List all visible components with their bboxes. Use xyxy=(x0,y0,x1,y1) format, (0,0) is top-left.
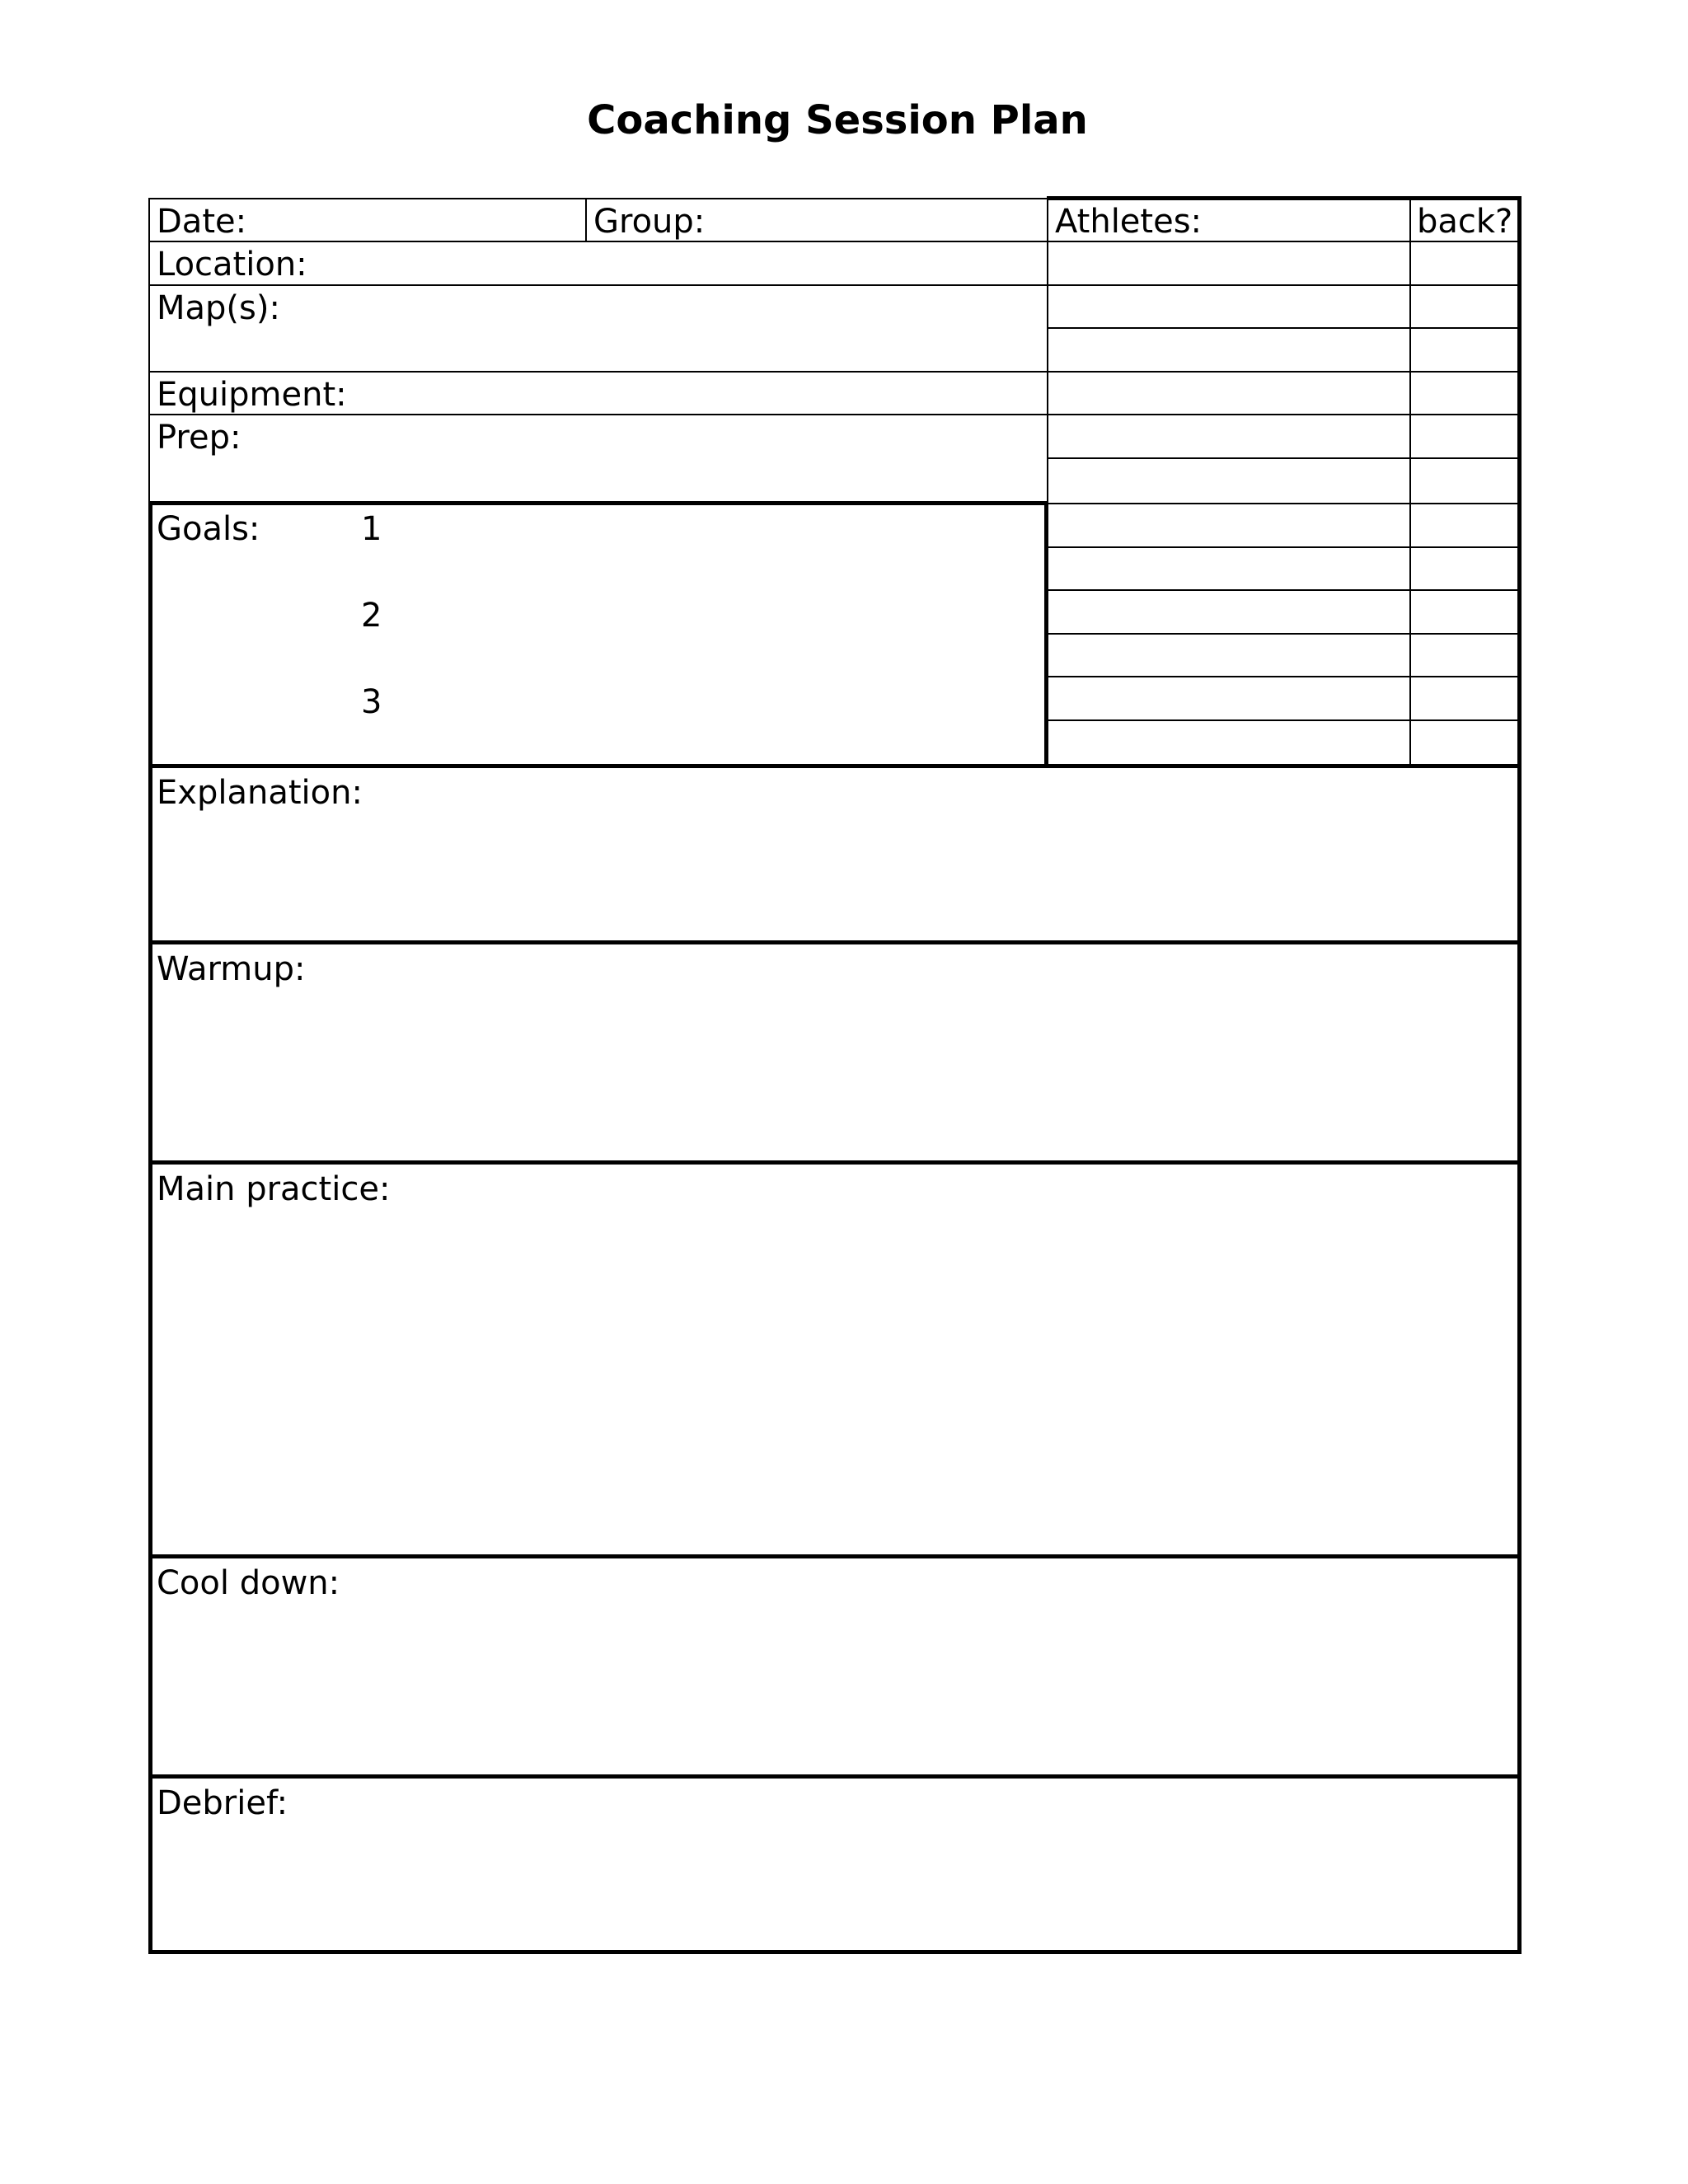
explanation-label: Explanation: xyxy=(157,774,363,812)
table-border xyxy=(1047,196,1522,200)
group-label: Group: xyxy=(593,203,706,241)
prep-field[interactable] xyxy=(150,415,1047,501)
goals-label: Goals: xyxy=(157,510,260,548)
maps-label: Map(s): xyxy=(157,289,280,327)
cool-down-label: Cool down: xyxy=(157,1564,340,1602)
cool-down-section[interactable] xyxy=(152,1558,1517,1774)
debrief-section[interactable] xyxy=(152,1779,1517,1950)
athlete-row[interactable] xyxy=(1048,677,1518,719)
athlete-row[interactable] xyxy=(1048,286,1518,327)
main-practice-section[interactable] xyxy=(152,1165,1517,1554)
equipment-label: Equipment: xyxy=(157,376,347,414)
athlete-row[interactable] xyxy=(1048,415,1518,457)
back-column-header: back? xyxy=(1417,203,1513,241)
warmup-label: Warmup: xyxy=(157,950,306,988)
date-label: Date: xyxy=(157,203,247,241)
main-practice-label: Main practice: xyxy=(157,1170,391,1208)
goals-field[interactable] xyxy=(152,505,1044,764)
athlete-row[interactable] xyxy=(1048,329,1518,371)
warmup-section[interactable] xyxy=(152,944,1517,1160)
goal-number: 2 xyxy=(361,597,382,635)
debrief-label: Debrief: xyxy=(157,1784,288,1822)
goal-number: 1 xyxy=(361,510,382,548)
table-border xyxy=(148,1950,1522,1954)
athletes-column-header: Athletes: xyxy=(1055,203,1203,241)
location-label: Location: xyxy=(157,246,307,284)
athlete-row[interactable] xyxy=(1048,548,1518,589)
maps-field[interactable] xyxy=(150,286,1047,371)
athlete-row[interactable] xyxy=(1048,242,1518,284)
goal-number: 3 xyxy=(361,683,382,721)
athlete-row[interactable] xyxy=(1048,635,1518,676)
athlete-row[interactable] xyxy=(1048,459,1518,503)
athlete-row[interactable] xyxy=(1048,373,1518,414)
athlete-row[interactable] xyxy=(1048,591,1518,633)
page-title: Coaching Session Plan xyxy=(587,97,1088,143)
athlete-row[interactable] xyxy=(1048,504,1518,546)
athlete-row[interactable] xyxy=(1048,721,1518,764)
prep-label: Prep: xyxy=(157,419,241,457)
